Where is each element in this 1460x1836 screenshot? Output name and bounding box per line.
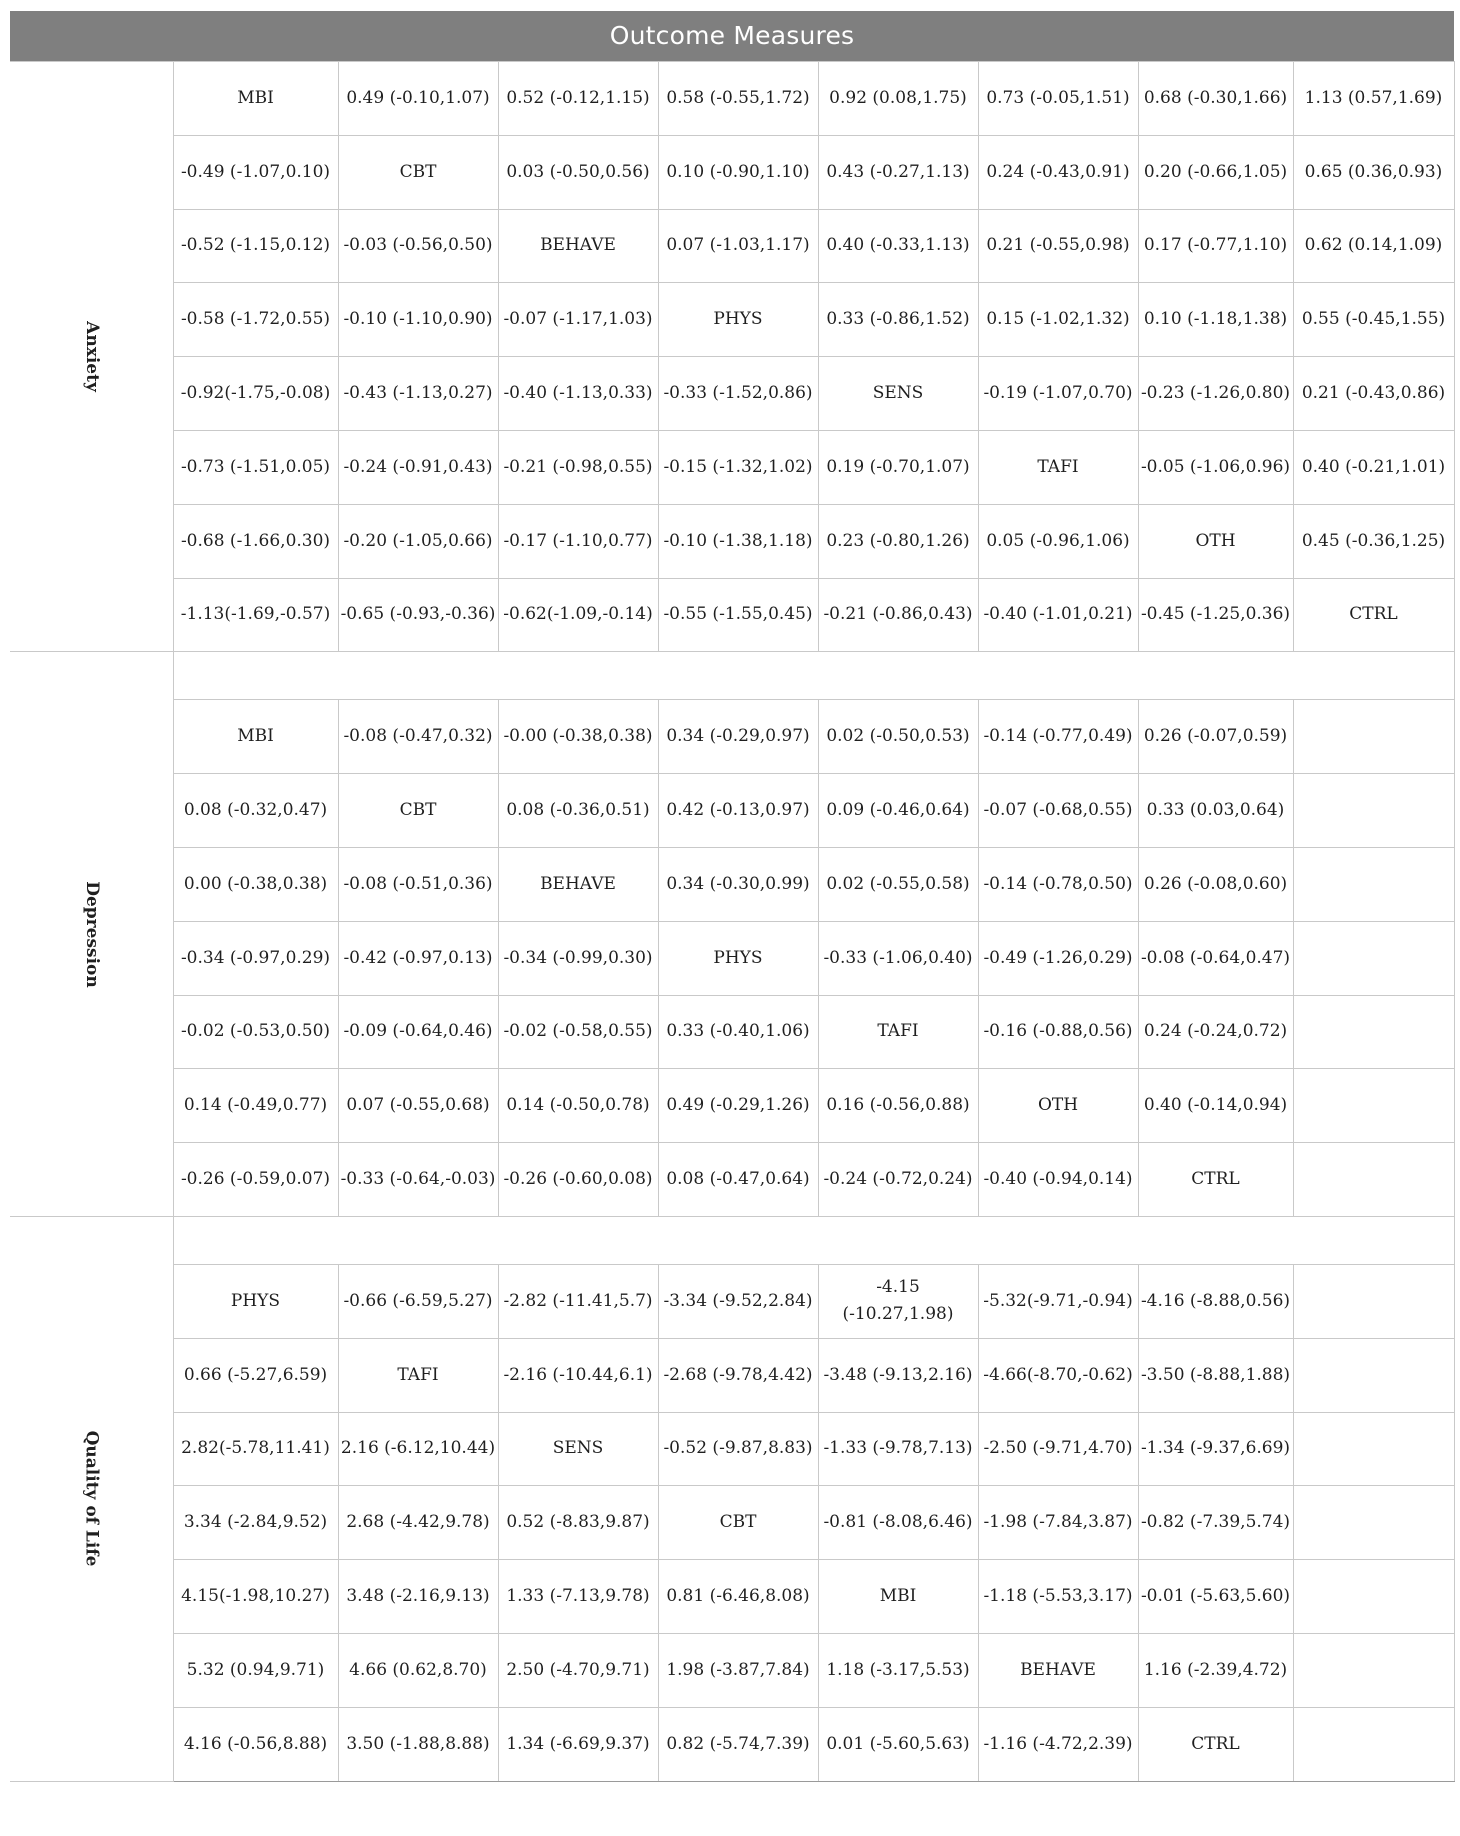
- table-cell: -0.07 (-0.68,0.55): [978, 774, 1138, 848]
- table-cell: -0.21 (-0.98,0.55): [498, 430, 658, 504]
- table-cell: 0.49 (-0.10,1.07): [338, 62, 498, 136]
- table-cell: 2.82(-5.78,11.41): [173, 1412, 338, 1486]
- table-cell: PHYS: [658, 283, 818, 357]
- table-cell: 0.17 (-0.77,1.10): [1138, 209, 1293, 283]
- table-cell: -0.45 (-1.25,0.36): [1138, 578, 1293, 652]
- table-cell: -0.17 (-1.10,0.77): [498, 504, 658, 578]
- table-cell: -4.15 (-10.27,1.98): [818, 1264, 978, 1338]
- table-cell: 0.58 (-0.55,1.72): [658, 62, 818, 136]
- table-cell: -0.14 (-0.78,0.50): [978, 847, 1138, 921]
- table-row: [10, 357, 1454, 431]
- table-cell: 1.13 (0.57,1.69): [1293, 62, 1454, 136]
- table-cell: -0.16 (-0.88,0.56): [978, 995, 1138, 1069]
- table-row: [10, 1338, 1454, 1412]
- table-row: [10, 1707, 1454, 1781]
- table-cell: [1293, 1707, 1454, 1781]
- table-cell: 0.82 (-5.74,7.39): [658, 1707, 818, 1781]
- table-cell: SENS: [818, 357, 978, 431]
- table-cell: -1.18 (-5.53,3.17): [978, 1560, 1138, 1634]
- table-cell: 0.81 (-6.46,8.08): [658, 1560, 818, 1634]
- table-cell: [1293, 774, 1454, 848]
- table-cell: -4.16 (-8.88,0.56): [1138, 1264, 1293, 1338]
- table-cell: -0.49 (-1.26,0.29): [978, 921, 1138, 995]
- table-row: [10, 1069, 1454, 1143]
- table-cell: -0.01 (-5.63,5.60): [1138, 1560, 1293, 1634]
- league-table-grid: [10, 61, 1455, 1782]
- table-cell: -0.23 (-1.26,0.80): [1138, 357, 1293, 431]
- table-row: [10, 578, 1454, 652]
- table-cell: 0.24 (-0.43,0.91): [978, 135, 1138, 209]
- section-spacer-row: [10, 652, 1454, 700]
- table-cell: -5.32(-9.71,-0.94): [978, 1264, 1138, 1338]
- table-row: [10, 1560, 1454, 1634]
- table-cell: -2.50 (-9.71,4.70): [978, 1412, 1138, 1486]
- table-cell: PHYS: [658, 921, 818, 995]
- table-cell: -0.26 (-0.60,0.08): [498, 1143, 658, 1217]
- table-cell: 2.68 (-4.42,9.78): [338, 1486, 498, 1560]
- table-cell: -0.24 (-0.91,0.43): [338, 430, 498, 504]
- table-cell: 0.02 (-0.50,0.53): [818, 700, 978, 774]
- table-cell: -0.82 (-7.39,5.74): [1138, 1486, 1293, 1560]
- table-cell: MBI: [818, 1560, 978, 1634]
- blank-cell: [173, 1216, 1454, 1264]
- table-cell: -0.02 (-0.58,0.55): [498, 995, 658, 1069]
- table-cell: -0.58 (-1.72,0.55): [173, 283, 338, 357]
- table-cell: BEHAVE: [978, 1633, 1138, 1707]
- table-cell: 0.40 (-0.14,0.94): [1138, 1069, 1293, 1143]
- table-row: [10, 62, 1454, 136]
- table-cell: 0.16 (-0.56,0.88): [818, 1069, 978, 1143]
- table-cell: -0.02 (-0.53,0.50): [173, 995, 338, 1069]
- table-cell: 0.24 (-0.24,0.72): [1138, 995, 1293, 1069]
- table-cell: 0.08 (-0.32,0.47): [173, 774, 338, 848]
- table-cell: -0.62(-1.09,-0.14): [498, 578, 658, 652]
- table-row: [10, 847, 1454, 921]
- table-cell: 0.65 (0.36,0.93): [1293, 135, 1454, 209]
- table-cell: -0.15 (-1.32,1.02): [658, 430, 818, 504]
- table-cell: -0.65 (-0.93,-0.36): [338, 578, 498, 652]
- table-cell: 0.08 (-0.36,0.51): [498, 774, 658, 848]
- table-cell: -1.13(-1.69,-0.57): [173, 578, 338, 652]
- table-cell: -0.40 (-1.01,0.21): [978, 578, 1138, 652]
- table-cell: -0.10 (-1.38,1.18): [658, 504, 818, 578]
- table-row: [10, 995, 1454, 1069]
- table-row: [10, 504, 1454, 578]
- table-cell: 4.66 (0.62,8.70): [338, 1633, 498, 1707]
- table-cell: 0.40 (-0.21,1.01): [1293, 430, 1454, 504]
- table-cell: TAFI: [338, 1338, 498, 1412]
- table-cell: [1293, 995, 1454, 1069]
- table-cell: 0.21 (-0.43,0.86): [1293, 357, 1454, 431]
- table-cell: -0.21 (-0.86,0.43): [818, 578, 978, 652]
- table-cell: -0.26 (-0.59,0.07): [173, 1143, 338, 1217]
- table-cell: CTRL: [1293, 578, 1454, 652]
- table-row: [10, 135, 1454, 209]
- table-cell: 1.18 (-3.17,5.53): [818, 1633, 978, 1707]
- table-cell: -0.34 (-0.97,0.29): [173, 921, 338, 995]
- table-cell: TAFI: [978, 430, 1138, 504]
- table-cell: 4.16 (-0.56,8.88): [173, 1707, 338, 1781]
- table-cell: 0.45 (-0.36,1.25): [1293, 504, 1454, 578]
- table-cell: -0.66 (-6.59,5.27): [338, 1264, 498, 1338]
- table-cell: -0.19 (-1.07,0.70): [978, 357, 1138, 431]
- table-cell: 0.02 (-0.55,0.58): [818, 847, 978, 921]
- table-cell: 0.55 (-0.45,1.55): [1293, 283, 1454, 357]
- table-cell: -3.48 (-9.13,2.16): [818, 1338, 978, 1412]
- table-cell: 0.23 (-0.80,1.26): [818, 504, 978, 578]
- table-cell: 2.16 (-6.12,10.44): [338, 1412, 498, 1486]
- table-header: Outcome Measures: [10, 11, 1454, 61]
- table-row: [10, 1486, 1454, 1560]
- table-cell: -0.68 (-1.66,0.30): [173, 504, 338, 578]
- table-cell: 5.32 (0.94,9.71): [173, 1633, 338, 1707]
- table-row: [10, 921, 1454, 995]
- table-cell: 0.26 (-0.07,0.59): [1138, 700, 1293, 774]
- table-cell: 0.33 (-0.86,1.52): [818, 283, 978, 357]
- table-cell: PHYS: [173, 1264, 338, 1338]
- table-cell: BEHAVE: [498, 209, 658, 283]
- table-cell: 2.50 (-4.70,9.71): [498, 1633, 658, 1707]
- table-cell: [1293, 1264, 1454, 1338]
- table-cell: -0.07 (-1.17,1.03): [498, 283, 658, 357]
- table-cell: OTH: [1138, 504, 1293, 578]
- table-cell: [1293, 1486, 1454, 1560]
- table-row: [10, 774, 1454, 848]
- table-cell: -0.43 (-1.13,0.27): [338, 357, 498, 431]
- table-cell: -1.16 (-4.72,2.39): [978, 1707, 1138, 1781]
- section-label-cell: [10, 1216, 173, 1781]
- table-cell: -0.10 (-1.10,0.90): [338, 283, 498, 357]
- table-cell: 0.73 (-0.05,1.51): [978, 62, 1138, 136]
- table-cell: -3.34 (-9.52,2.84): [658, 1264, 818, 1338]
- table-cell: 3.48 (-2.16,9.13): [338, 1560, 498, 1634]
- table-cell: 0.10 (-0.90,1.10): [658, 135, 818, 209]
- table-cell: -0.33 (-1.06,0.40): [818, 921, 978, 995]
- table-cell: 1.33 (-7.13,9.78): [498, 1560, 658, 1634]
- table-cell: [1293, 700, 1454, 774]
- table-cell: 0.92 (0.08,1.75): [818, 62, 978, 136]
- table-cell: 0.49 (-0.29,1.26): [658, 1069, 818, 1143]
- section-label-cell: [10, 62, 173, 652]
- table-cell: 0.43 (-0.27,1.13): [818, 135, 978, 209]
- table-cell: -1.33 (-9.78,7.13): [818, 1412, 978, 1486]
- section-label: Anxiety: [81, 321, 102, 393]
- table-cell: 0.10 (-1.18,1.38): [1138, 283, 1293, 357]
- table-cell: -0.00 (-0.38,0.38): [498, 700, 658, 774]
- table-cell: 0.14 (-0.50,0.78): [498, 1069, 658, 1143]
- table-cell: 0.34 (-0.30,0.99): [658, 847, 818, 921]
- table-cell: -0.40 (-0.94,0.14): [978, 1143, 1138, 1217]
- table-cell: BEHAVE: [498, 847, 658, 921]
- table-cell: -0.52 (-9.87,8.83): [658, 1412, 818, 1486]
- table-cell: 4.15(-1.98,10.27): [173, 1560, 338, 1634]
- table-row: [10, 1264, 1454, 1338]
- table-cell: 0.40 (-0.33,1.13): [818, 209, 978, 283]
- table-cell: -0.49 (-1.07,0.10): [173, 135, 338, 209]
- table-row: [10, 430, 1454, 504]
- table-cell: [1293, 1560, 1454, 1634]
- table-cell: -0.55 (-1.55,0.45): [658, 578, 818, 652]
- table-cell: 0.05 (-0.96,1.06): [978, 504, 1138, 578]
- table-cell: 0.42 (-0.13,0.97): [658, 774, 818, 848]
- section-label: Depression: [81, 880, 102, 988]
- table-cell: -0.40 (-1.13,0.33): [498, 357, 658, 431]
- table-cell: -0.73 (-1.51,0.05): [173, 430, 338, 504]
- table-row: [10, 1143, 1454, 1217]
- table-cell: 0.33 (0.03,0.64): [1138, 774, 1293, 848]
- table-cell: -2.82 (-11.41,5.7): [498, 1264, 658, 1338]
- table-cell: -2.16 (-10.44,6.1): [498, 1338, 658, 1412]
- table-cell: -4.66(-8.70,-0.62): [978, 1338, 1138, 1412]
- table-cell: OTH: [978, 1069, 1138, 1143]
- table-cell: CBT: [658, 1486, 818, 1560]
- table-cell: -0.03 (-0.56,0.50): [338, 209, 498, 283]
- table-cell: 0.68 (-0.30,1.66): [1138, 62, 1293, 136]
- table-cell: [1293, 1633, 1454, 1707]
- table-cell: 1.34 (-6.69,9.37): [498, 1707, 658, 1781]
- table-cell: -0.81 (-8.08,6.46): [818, 1486, 978, 1560]
- outcome-measures-table: [10, 11, 1454, 1782]
- table-cell: -0.52 (-1.15,0.12): [173, 209, 338, 283]
- table-cell: MBI: [173, 700, 338, 774]
- table-cell: -1.98 (-7.84,3.87): [978, 1486, 1138, 1560]
- table-row: [10, 1633, 1454, 1707]
- table-row: [10, 700, 1454, 774]
- table-cell: SENS: [498, 1412, 658, 1486]
- table-cell: [1293, 847, 1454, 921]
- table-cell: MBI: [173, 62, 338, 136]
- table-cell: 3.50 (-1.88,8.88): [338, 1707, 498, 1781]
- table-row: [10, 283, 1454, 357]
- table-cell: -0.24 (-0.72,0.24): [818, 1143, 978, 1217]
- table-cell: -0.09 (-0.64,0.46): [338, 995, 498, 1069]
- table-cell: 0.34 (-0.29,0.97): [658, 700, 818, 774]
- table-cell: 0.01 (-5.60,5.63): [818, 1707, 978, 1781]
- section-spacer-row: [10, 1216, 1454, 1264]
- table-cell: -0.34 (-0.99,0.30): [498, 921, 658, 995]
- table-cell: -0.33 (-0.64,-0.03): [338, 1143, 498, 1217]
- table-cell: 0.03 (-0.50,0.56): [498, 135, 658, 209]
- table-cell: -2.68 (-9.78,4.42): [658, 1338, 818, 1412]
- table-cell: 0.66 (-5.27,6.59): [173, 1338, 338, 1412]
- table-cell: 0.33 (-0.40,1.06): [658, 995, 818, 1069]
- table-cell: 0.00 (-0.38,0.38): [173, 847, 338, 921]
- blank-cell: [173, 652, 1454, 700]
- table-cell: -0.20 (-1.05,0.66): [338, 504, 498, 578]
- table-cell: [1293, 921, 1454, 995]
- table-cell: CTRL: [1138, 1707, 1293, 1781]
- table-cell: 0.62 (0.14,1.09): [1293, 209, 1454, 283]
- table-cell: -0.08 (-0.47,0.32): [338, 700, 498, 774]
- table-cell: 0.52 (-0.12,1.15): [498, 62, 658, 136]
- table-cell: [1293, 1338, 1454, 1412]
- table-cell: -0.05 (-1.06,0.96): [1138, 430, 1293, 504]
- table-cell: 0.14 (-0.49,0.77): [173, 1069, 338, 1143]
- table-cell: -1.34 (-9.37,6.69): [1138, 1412, 1293, 1486]
- table-cell: CTRL: [1138, 1143, 1293, 1217]
- table-cell: 1.98 (-3.87,7.84): [658, 1633, 818, 1707]
- table-cell: -0.92(-1.75,-0.08): [173, 357, 338, 431]
- table-cell: -0.14 (-0.77,0.49): [978, 700, 1138, 774]
- table-row: [10, 1412, 1454, 1486]
- table-cell: 0.07 (-0.55,0.68): [338, 1069, 498, 1143]
- table-cell: 0.15 (-1.02,1.32): [978, 283, 1138, 357]
- table-cell: 0.21 (-0.55,0.98): [978, 209, 1138, 283]
- section-label-cell: [10, 652, 173, 1217]
- table-cell: CBT: [338, 774, 498, 848]
- table-cell: -0.33 (-1.52,0.86): [658, 357, 818, 431]
- table-cell: 0.08 (-0.47,0.64): [658, 1143, 818, 1217]
- table-body: [10, 62, 1454, 1782]
- section-label: Quality of Life: [81, 1430, 102, 1567]
- table-cell: -3.50 (-8.88,1.88): [1138, 1338, 1293, 1412]
- table-cell: -0.42 (-0.97,0.13): [338, 921, 498, 995]
- table-cell: 0.26 (-0.08,0.60): [1138, 847, 1293, 921]
- table-cell: 1.16 (-2.39,4.72): [1138, 1633, 1293, 1707]
- table-cell: 0.09 (-0.46,0.64): [818, 774, 978, 848]
- table-cell: -0.08 (-0.64,0.47): [1138, 921, 1293, 995]
- table-cell: TAFI: [818, 995, 978, 1069]
- table-cell: 0.20 (-0.66,1.05): [1138, 135, 1293, 209]
- table-cell: 0.52 (-8.83,9.87): [498, 1486, 658, 1560]
- table-cell: -0.08 (-0.51,0.36): [338, 847, 498, 921]
- table-cell: 0.19 (-0.70,1.07): [818, 430, 978, 504]
- table-cell: [1293, 1143, 1454, 1217]
- table-cell: 3.34 (-2.84,9.52): [173, 1486, 338, 1560]
- table-row: [10, 209, 1454, 283]
- table-cell: [1293, 1069, 1454, 1143]
- table-cell: CBT: [338, 135, 498, 209]
- table-cell: 0.07 (-1.03,1.17): [658, 209, 818, 283]
- table-cell: [1293, 1412, 1454, 1486]
